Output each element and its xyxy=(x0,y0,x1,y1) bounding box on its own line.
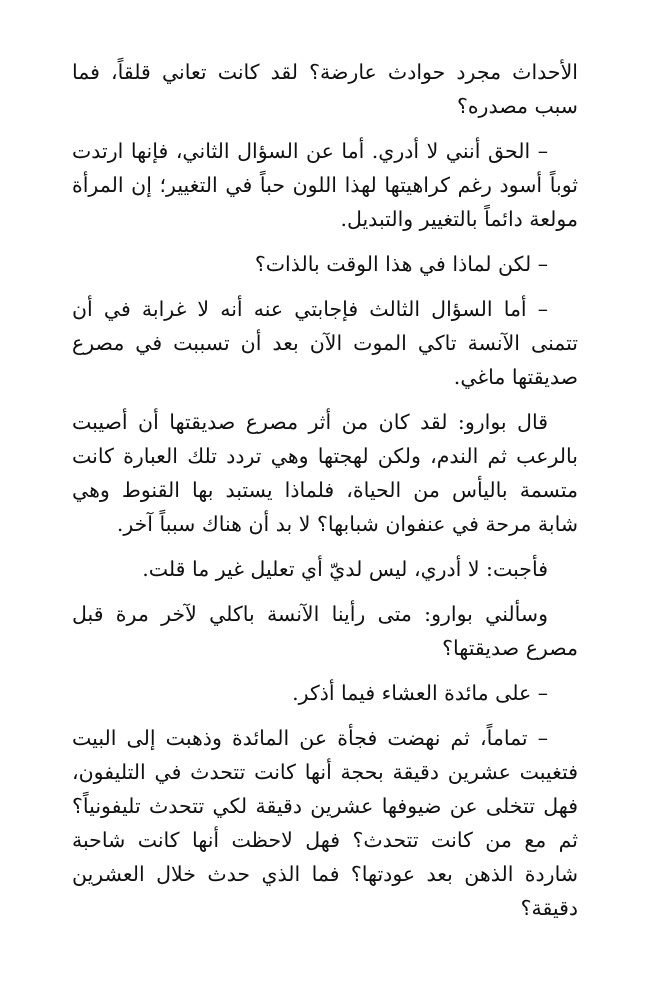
paragraph-2: – الحق أنني لا أدري. أما عن السؤال الثاني، فإنها ارتدت ثوباً أسود رغم كراهيتها لهذا اللون حباً في التغيير؛ إن المرأة مولعة دائماً بالتغيير والتبديل. xyxy=(72,139,578,231)
paragraph-4: – أما السؤال الثالث فإجابتي عنه أنه لا غرابة في أن تتمنى الآنسة تاكي الموت الآن بعد أن تسببت في مصرع صديقتها ماغي. xyxy=(72,297,578,389)
paragraph-3: – لكن لماذا في هذا الوقت بالذات؟ xyxy=(254,252,548,276)
paragraph-5: قال بوارو: لقد كان من أثر مصرع صديقتها أن أصيبت بالرعب ثم الندم، ولكن لهجتها وهي تردد تلك العبارة كانت متسمة باليأس من الحياة، فلماذا يستبد بها القنوط وهي شابة مرحة في عنفوان شبابها؟ لا بد أن هناك سبباً آخر. xyxy=(72,410,578,536)
paragraph-8: – على مائدة العشاء فيما أذكر. xyxy=(292,681,548,705)
paragraph-9: – تماماً، ثم نهضت فجأة عن المائدة وذهبت إلى البيت فتغيبت عشرين دقيقة بحجة أنها كانت تتحدث في التليفون، فهل تتخلى عن ضيوفها عشرين دقيقة لكي تتحدث تليفونياً؟ ثم مع من كانت تتحدث؟ فهل لاحظت أنها كانت شاحبة شاردة الذهن بعد عودتها؟ فما الذي حدث خلال العشرين دقيقة؟ xyxy=(72,726,578,920)
paragraph-1: الأحداث مجرد حوادث عارضة؟ لقد كانت تعاني قلقاً، فما سبب مصدره؟ xyxy=(72,60,578,118)
book-page-text xyxy=(72,55,578,936)
paragraph-7: وسألني بوارو: متى رأينا الآنسة باكلي لآخر مرة قبل مصرع صديقتها؟ xyxy=(72,602,578,660)
paragraph-6: فأجبت: لا أدري، ليس لديّ أي تعليل غير ما قلت. xyxy=(142,557,548,581)
